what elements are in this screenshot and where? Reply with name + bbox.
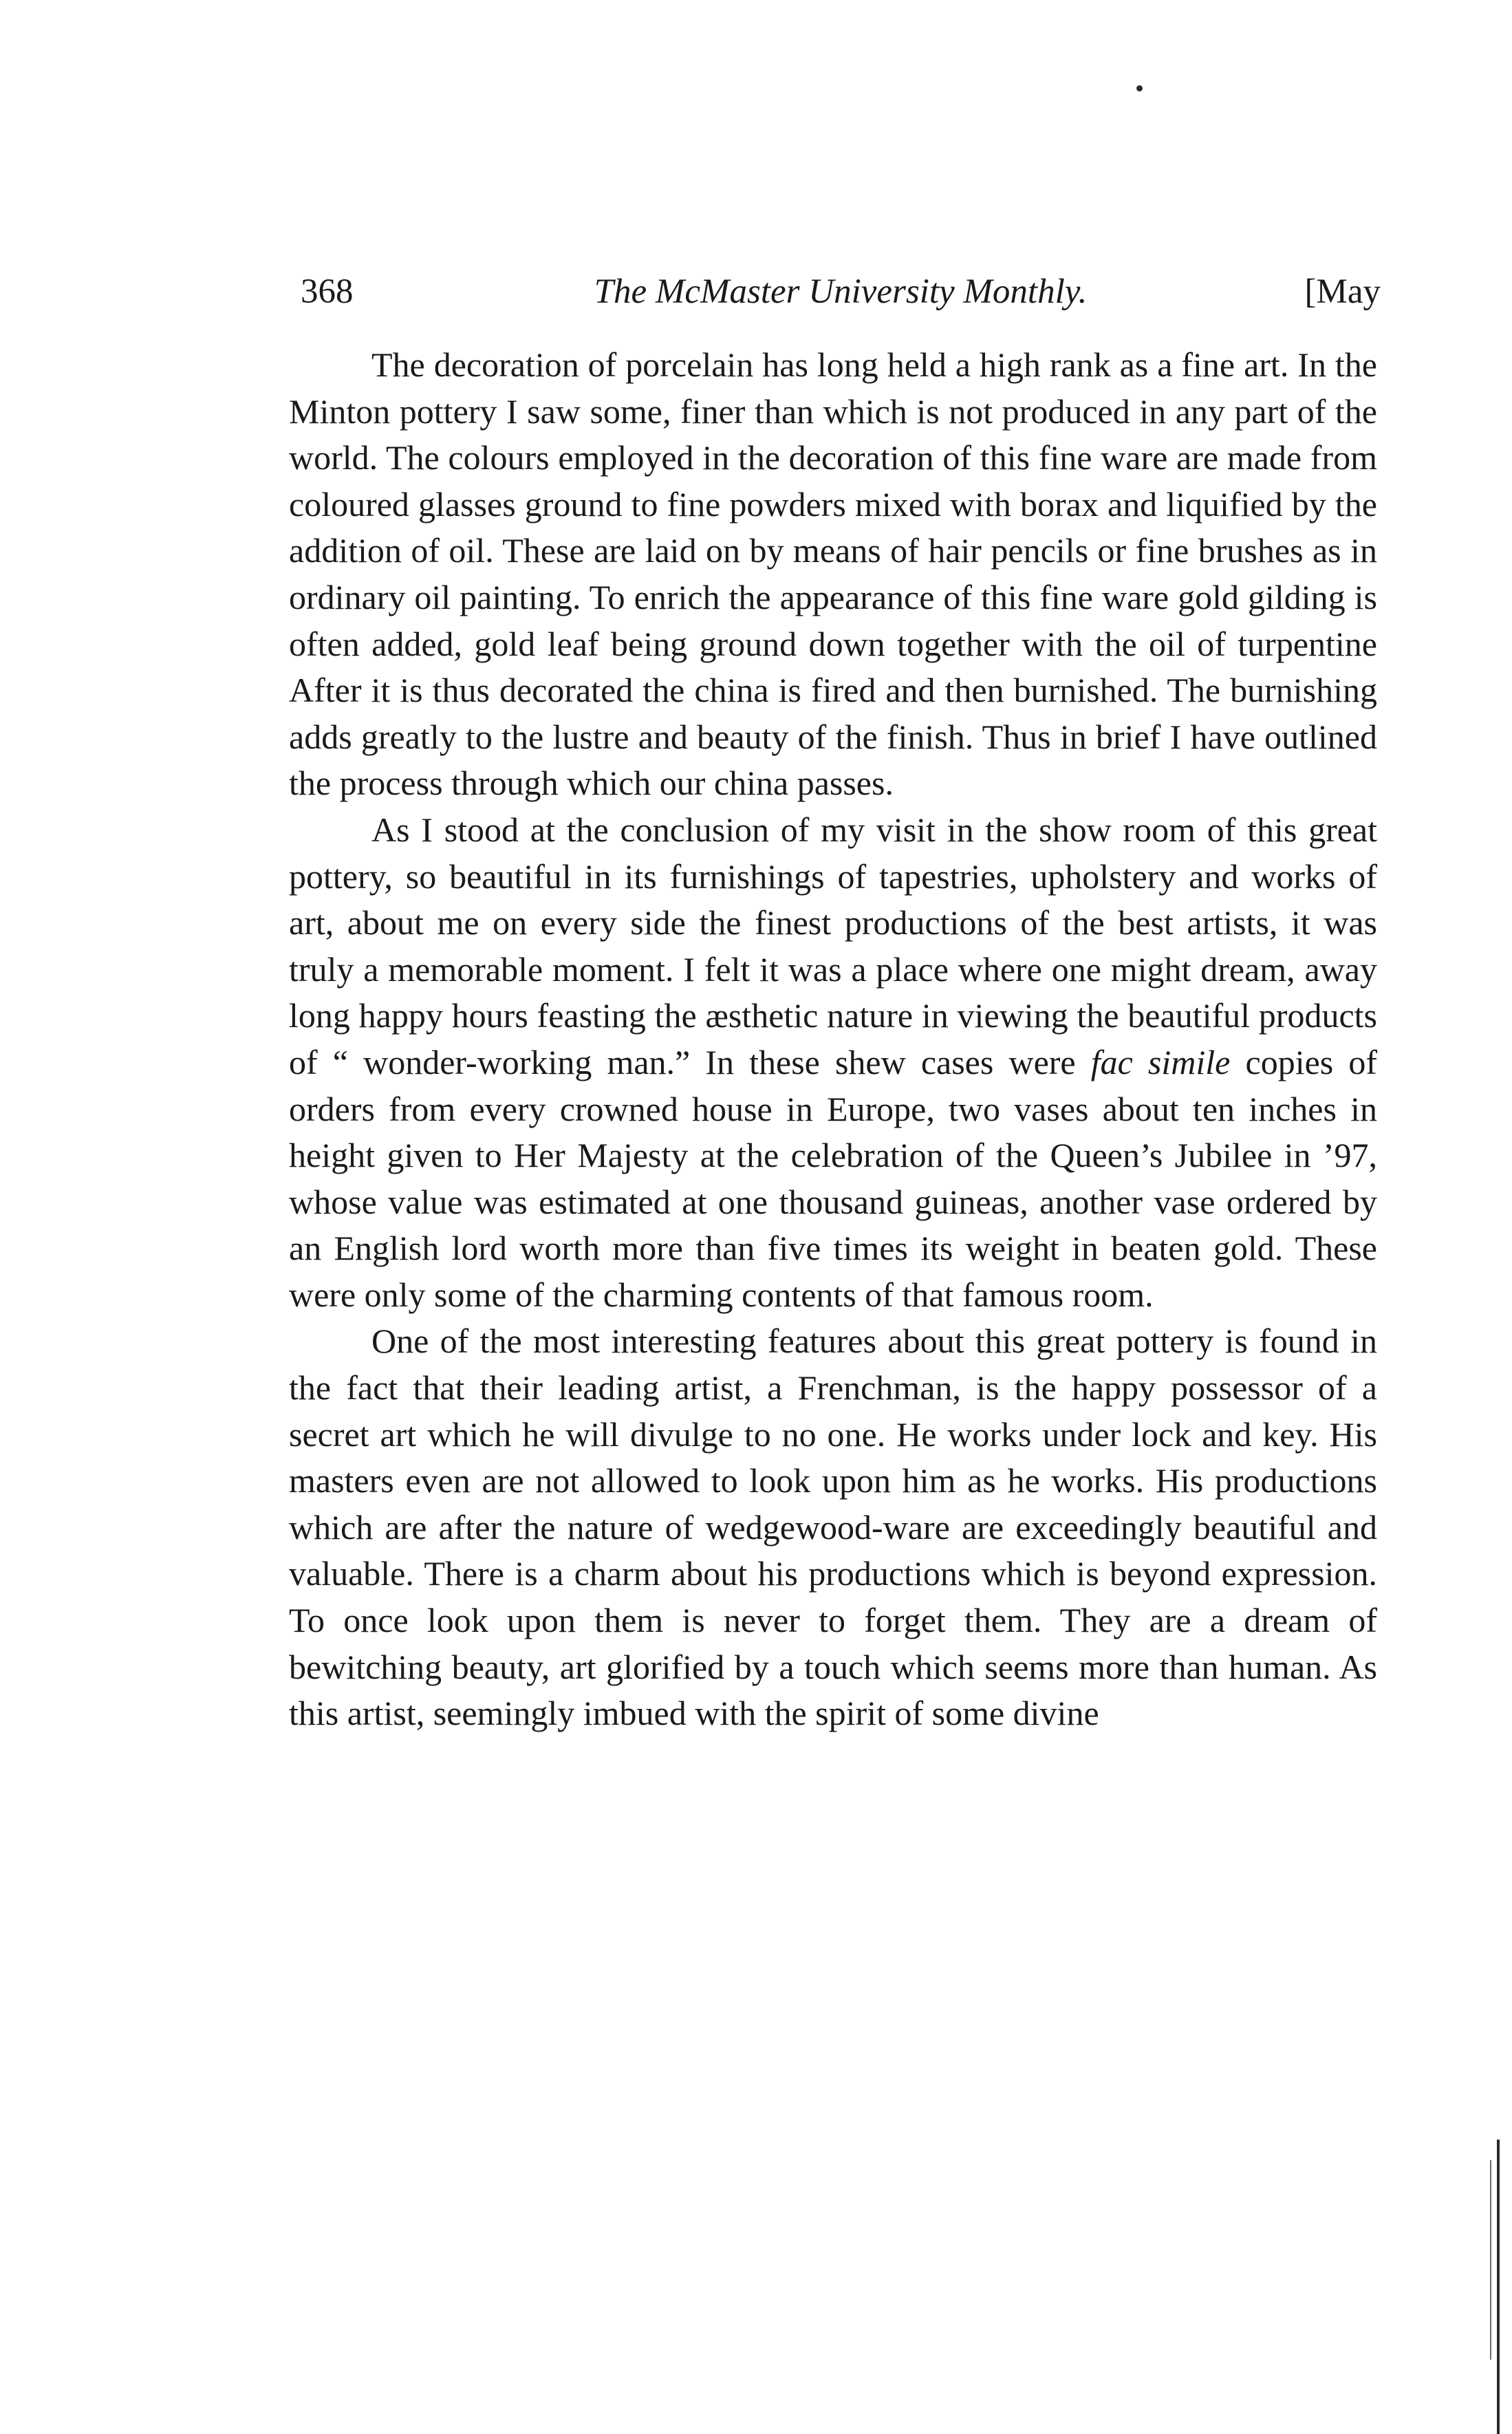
- paragraph-2-text-before-italic: As I stood at the conclusion of my visit in the show room of this great pottery, so beautiful in its furnishings of tapestries, upholstery and works of art, about me on every side the finest productions of the best artists, it was truly a memorable moment. I felt it was a place where one might dream, away long happy hours feasting the æsthetic nature in viewing the beautiful products of “ wonder-working man.” In these shew cases were: [289, 810, 1377, 1081]
- journal-title: The McMaster University Monthly.: [594, 272, 1088, 311]
- paragraph-2: [289, 807, 1377, 1319]
- article-body: [289, 342, 1377, 1737]
- paragraph-1: [289, 342, 1377, 807]
- paragraph-2-italic-phrase: fac simile: [1090, 1042, 1231, 1081]
- paragraph-3: [289, 1318, 1377, 1736]
- paragraph-1-text: The decoration of porcelain has long held a high rank as a fine art. In the Minton pottery I saw some, finer than which is not produced in any part of the world. The colours employed in the decoration of this fine ware are made from coloured glasses ground to fine powders mixed with borax and liquified by the addition of oil. These are laid on by means of hair pencils or fine brushes as in ordinary oil painting. To enrich the appearance of this fine ware gold gilding is often added, gold leaf being ground down together with the oil of turpentine After it is thus decorated the china is fired and then burnished. The burnishing adds greatly to the lustre and beauty of the finish. Thus in brief I have outlined the process through which our china passes.: [289, 345, 1377, 803]
- print-speck: [1136, 85, 1143, 91]
- paragraph-2-text-after-italic: copies of orders from every crowned house in Europe, two vases about ten inches in height given to Her Majesty at the celebration of the Queen’s Jubilee in ’97, whose value was estimated at one thousand guineas, another vase ordered by an English lord worth more than five times its weight in beaten gold. These were only some of the charming contents of that famous room.: [289, 1042, 1378, 1314]
- issue-month: [May: [1304, 272, 1381, 311]
- scan-edge-mark: [1490, 2160, 1491, 2360]
- scan-edge-line: [1497, 2140, 1500, 2434]
- running-header: [301, 264, 1381, 319]
- page-number: 368: [301, 272, 354, 311]
- paragraph-3-text: One of the most interesting features about this great pottery is found in the fact that their leading artist, a Frenchman, is the happy possessor of a secret art which he will divulge to no one. He works under lock and key. His masters even are not allowed to look upon him as he works. His productions which are after the nature of wedgewood-ware are exceedingly beautiful and valuable. There is a charm about his productions which is beyond expression. To once look upon them is never to forget them. They are a dream of bewitching beauty, art glorified by a touch which seems more than human. As this artist, seemingly imbued with the spirit of some divine: [289, 1322, 1377, 1733]
